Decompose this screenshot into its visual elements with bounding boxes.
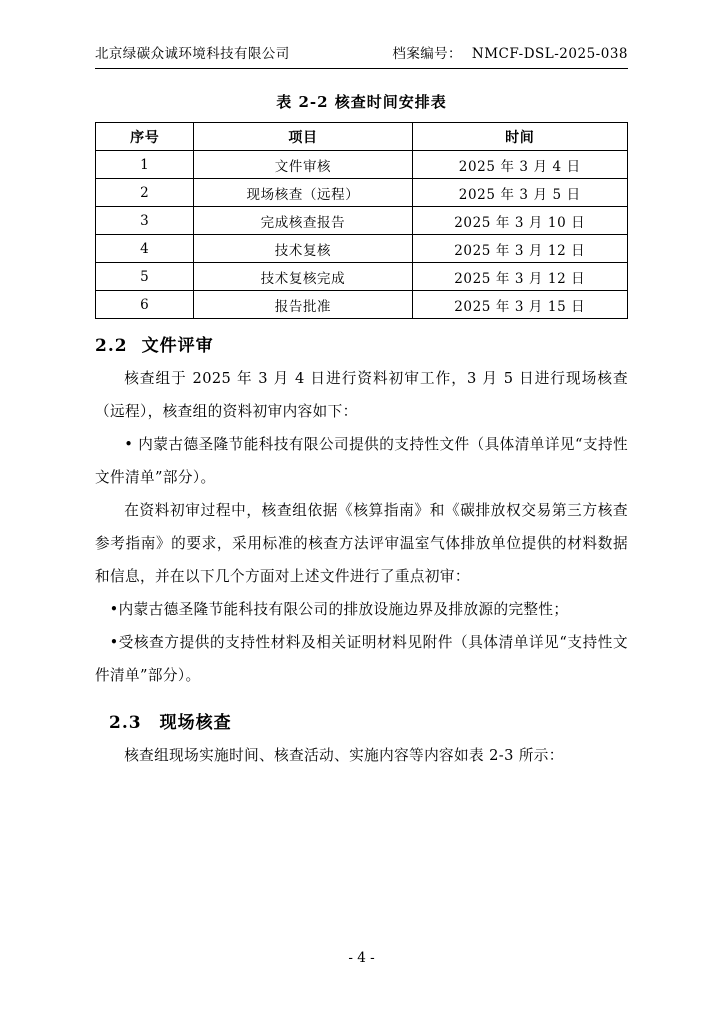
schedule-table	[95, 122, 628, 319]
cell-index: 3	[96, 207, 194, 235]
table-row	[96, 263, 628, 291]
paragraph-2-2-4: •内蒙古德圣隆节能科技有限公司的排放设施边界及排放源的完整性；	[109, 601, 569, 618]
cell-item: 完成核查报告	[194, 207, 412, 235]
paragraph-2-2-5: •受核查方提供的支持性材料及相关证明材料见附件（具体清单详见“支持性文件清单”部分）。	[95, 634, 628, 684]
cell-time: 2025 年 3 月 5 日	[412, 179, 627, 207]
section-heading-2-3	[109, 708, 628, 733]
page-content	[95, 42, 628, 772]
cell-index: 6	[96, 291, 194, 319]
cell-time: 2025 年 3 月 4 日	[412, 151, 627, 179]
section-number-2-2: 2.2	[95, 336, 128, 356]
cell-item: 现场核查（远程）	[194, 179, 412, 207]
section-heading-2-2	[95, 331, 628, 356]
file-number-value: NMCF-DSL-2025-038	[471, 46, 628, 62]
paragraph-2-3-1: 核查组现场实施时间、核查活动、实施内容等内容如表 2-3 所示：	[124, 747, 564, 764]
cell-time: 2025 年 3 月 12 日	[412, 235, 627, 263]
cell-item: 文件审核	[194, 151, 412, 179]
table-row	[96, 151, 628, 179]
cell-time: 2025 年 3 月 10 日	[412, 207, 627, 235]
cell-item: 报告批准	[194, 291, 412, 319]
header-file-number	[392, 42, 628, 62]
column-header-index: 序号	[96, 123, 194, 151]
section-title-2-2: 文件评审	[141, 336, 214, 356]
paragraph-2-2-1: 核查组于 2025 年 3 月 4 日进行资料初审工作，3 月 5 日进行现场核查（远程），核查组的资料初审内容如下：	[95, 370, 628, 420]
cell-index: 4	[96, 235, 194, 263]
column-header-time: 时间	[412, 123, 627, 151]
section-number-2-3: 2.3	[109, 713, 142, 733]
table-row	[96, 235, 628, 263]
column-header-item: 项目	[194, 123, 412, 151]
table-row	[96, 207, 628, 235]
cell-item: 技术复核	[194, 235, 412, 263]
section-title-2-3: 现场核查	[159, 713, 232, 733]
table-caption: 表 2-2 核查时间安排表	[276, 93, 447, 111]
table-row	[96, 179, 628, 207]
cell-index: 2	[96, 179, 194, 207]
paragraph-2-2-3: 在资料初审过程中，核查组依据《核算指南》和《碳排放权交易第三方核查参考指南》的要求，采用标准的核查方法评审温室气体排放单位提供的材料数据和信息，并在以下几个方面对上述文件进行了重点初审：	[95, 502, 628, 585]
table-row	[96, 291, 628, 319]
file-number-label: 档案编号：	[392, 46, 462, 62]
paragraph-2-2-2: • 内蒙古德圣隆节能科技有限公司提供的支持性文件（具体清单详见“支持性文件清单”部分）。	[95, 436, 628, 486]
header-divider	[95, 68, 628, 69]
page-number: - 4 -	[348, 950, 375, 966]
cell-time: 2025 年 3 月 15 日	[412, 291, 627, 319]
page-header	[95, 42, 628, 66]
cell-index: 5	[96, 263, 194, 291]
cell-index: 1	[96, 151, 194, 179]
cell-time: 2025 年 3 月 12 日	[412, 263, 627, 291]
page-footer	[0, 950, 723, 966]
cell-item: 技术复核完成	[194, 263, 412, 291]
table-header-row	[96, 123, 628, 151]
header-company: 北京绿碳众诚环境科技有限公司	[95, 46, 290, 62]
